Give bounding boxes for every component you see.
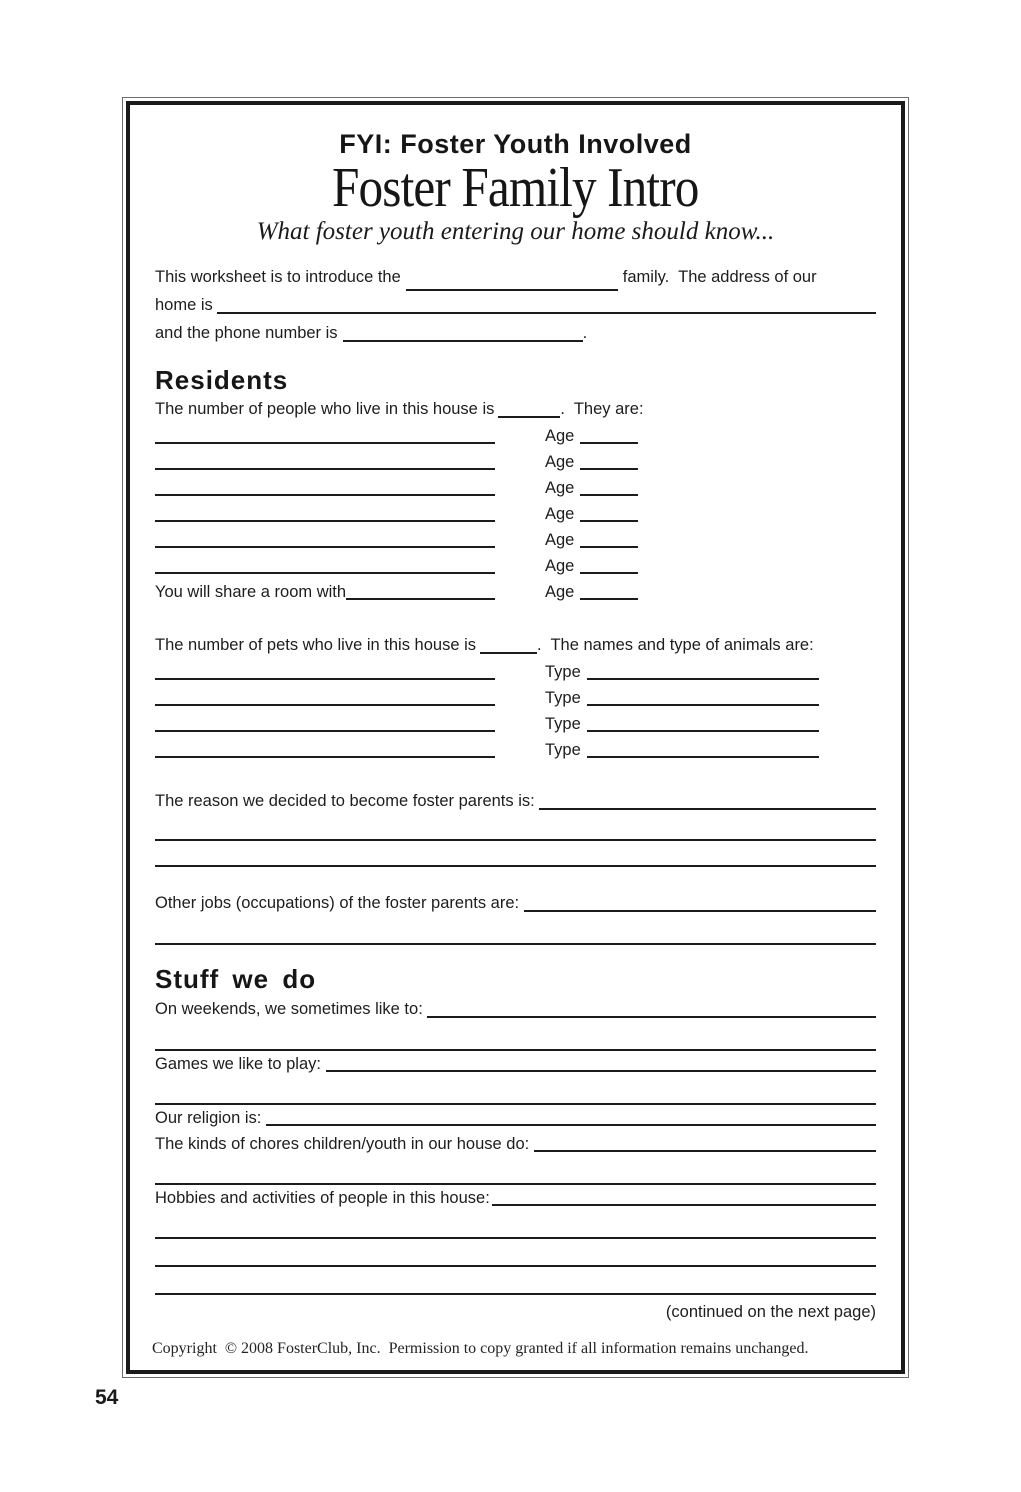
type-label: Type	[545, 715, 581, 733]
chores-line	[155, 1131, 876, 1157]
intro-line-1-after: family. The address of our	[622, 268, 817, 286]
religion-line	[155, 1105, 876, 1131]
games-line	[155, 1051, 876, 1077]
share-room-row	[155, 579, 876, 605]
resident-row	[155, 475, 876, 501]
worksheet-title-text: Foster Family Intro	[332, 157, 699, 219]
share-room-blank	[346, 598, 495, 600]
home-address-blank	[217, 312, 876, 314]
reason-blank	[539, 808, 876, 810]
hobbies-writing-line	[155, 1239, 876, 1267]
residents-count-after: . They are:	[560, 400, 644, 418]
pet-name-blank	[155, 678, 495, 680]
resident-row	[155, 423, 876, 449]
games-blank	[326, 1070, 876, 1072]
religion-label: Our religion is:	[155, 1109, 266, 1127]
resident-age-blank	[580, 546, 638, 548]
pet-type-blank	[587, 756, 819, 758]
resident-age-blank	[580, 442, 638, 444]
hobbies-blank	[492, 1204, 876, 1206]
age-label: Age	[545, 479, 575, 497]
pet-type-blank	[587, 704, 819, 706]
age-label: Age	[545, 557, 575, 575]
intro-paragraph	[155, 263, 876, 347]
continued-note: (continued on the next page)	[665, 1303, 876, 1321]
resident-name-blank	[155, 468, 495, 470]
hobbies-line	[155, 1185, 876, 1211]
resident-row	[155, 553, 876, 579]
intro-line-3-period: .	[582, 324, 588, 342]
reason-writing-line	[155, 815, 876, 841]
intro-line-2	[155, 291, 876, 319]
resident-name-blank	[155, 520, 495, 522]
type-label: Type	[545, 741, 581, 759]
phone-number-blank	[343, 340, 583, 342]
residents-heading: Residents	[155, 365, 289, 395]
age-label: Age	[545, 427, 575, 445]
type-label: Type	[545, 663, 581, 681]
residents-count-line	[155, 395, 876, 423]
religion-blank	[266, 1124, 876, 1126]
games-label: Games we like to play:	[155, 1055, 326, 1073]
resident-age-blank	[580, 494, 638, 496]
pets-count-before: The number of pets who live in this house is	[155, 636, 477, 654]
jobs-blank	[524, 910, 876, 912]
resident-row	[155, 527, 876, 553]
pet-name-blank	[155, 756, 495, 758]
reason-writing-line	[155, 841, 876, 867]
pet-row	[155, 737, 876, 763]
worksheet-title	[155, 159, 876, 217]
resident-row	[155, 501, 876, 527]
phone-number-label: and the phone number is	[155, 324, 338, 342]
age-label: Age	[545, 453, 575, 471]
jobs-label: Other jobs (occupations) of the foster parents are:	[155, 894, 524, 912]
age-label: Age	[545, 505, 575, 523]
kicker-title: FYI: Foster Youth Involved	[339, 129, 692, 159]
share-room-label: You will share a room with	[155, 583, 347, 601]
family-name-blank	[406, 289, 618, 291]
page-number: 54	[95, 1386, 119, 1409]
reason-label: The reason we decided to become foster parents is:	[155, 792, 540, 810]
weekends-writing-line	[155, 1023, 876, 1051]
worksheet-subtitle: What foster youth entering our home should know...	[256, 218, 775, 245]
pet-row	[155, 711, 876, 737]
resident-name-blank	[155, 546, 495, 548]
jobs-line	[155, 889, 876, 917]
weekends-label: On weekends, we sometimes like to:	[155, 1000, 428, 1018]
pet-row	[155, 659, 876, 685]
stuff-we-do-heading: Stuff we do	[155, 964, 317, 994]
page-border-inner	[126, 101, 905, 1374]
age-label: Age	[545, 583, 575, 601]
chores-blank	[534, 1150, 876, 1152]
intro-line-1-before: This worksheet is to introduce the	[155, 268, 401, 286]
jobs-writing-line	[155, 917, 876, 945]
resident-name-blank	[155, 572, 495, 574]
pet-type-blank	[587, 730, 819, 732]
resident-row	[155, 449, 876, 475]
hobbies-writing-line	[155, 1211, 876, 1239]
home-address-label: home is	[155, 296, 218, 314]
pets-count-line	[155, 631, 876, 659]
games-writing-line	[155, 1077, 876, 1105]
chores-writing-line	[155, 1157, 876, 1185]
pet-row	[155, 685, 876, 711]
residents-count-blank	[498, 416, 560, 418]
resident-age-blank	[580, 598, 638, 600]
pets-count-blank	[480, 652, 537, 654]
resident-age-blank	[580, 520, 638, 522]
residents-count-before: The number of people who live in this house is	[155, 400, 495, 418]
pet-name-blank	[155, 704, 495, 706]
copyright-note: Copyright © 2008 FosterClub, Inc. Permission to copy granted if all information remains unchanged.	[152, 1340, 809, 1357]
age-label: Age	[545, 531, 575, 549]
chores-label: The kinds of chores children/youth in our house do:	[155, 1135, 534, 1153]
weekends-blank	[427, 1016, 876, 1018]
page-border-outer	[122, 97, 909, 1378]
resident-age-blank	[580, 572, 638, 574]
resident-age-blank	[580, 468, 638, 470]
hobbies-writing-line	[155, 1267, 876, 1295]
reason-line	[155, 787, 876, 815]
pet-name-blank	[155, 730, 495, 732]
pets-count-after: . The names and type of animals are:	[537, 636, 814, 654]
intro-line-1	[155, 263, 876, 291]
resident-name-blank	[155, 442, 495, 444]
type-label: Type	[545, 689, 581, 707]
intro-line-3	[155, 319, 876, 347]
hobbies-label: Hobbies and activities of people in this house:	[155, 1189, 490, 1207]
pet-type-blank	[587, 678, 819, 680]
weekends-line	[155, 995, 876, 1023]
resident-name-blank	[155, 494, 495, 496]
